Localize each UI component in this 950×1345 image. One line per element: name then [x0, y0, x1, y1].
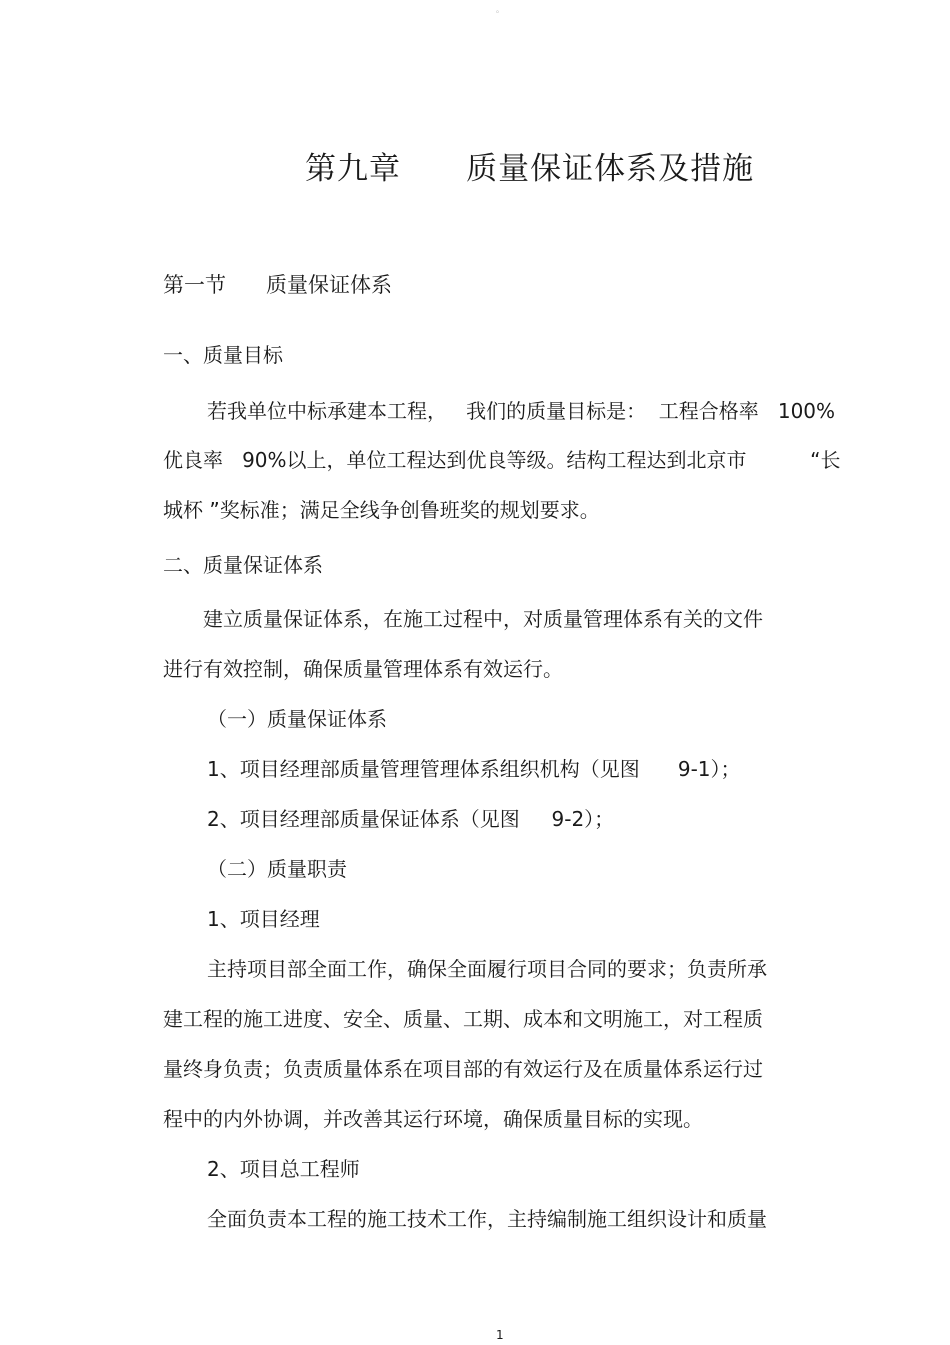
paragraph-line: 程中的内外协调，并改善其运行环境，确保质量目标的实现。: [163, 1107, 703, 1131]
list-item: 2、项目经理部质量保证体系（见图 9-2）；: [207, 807, 615, 831]
paragraph-line: 若我单位中标承建本工程， 我们的质量目标是： 工程合格率 100%: [207, 399, 836, 423]
paragraph-line: 建工程的施工进度、安全、质量、工期、成本和文明施工，对工程质: [163, 1007, 763, 1031]
heading-quality-system: 二、质量保证体系: [163, 553, 323, 577]
chapter-title: 第九章 质量保证体系及措施: [305, 151, 755, 187]
subheading: （二）质量职责: [207, 857, 347, 881]
paragraph-line: 主持项目部全面工作，确保全面履行项目合同的要求；负责所承: [207, 957, 767, 981]
paragraph-line: 优良率 90%以上，单位工程达到优良等级。结构工程达到北京市 “长: [163, 448, 841, 472]
list-item: 1、项目经理: [207, 907, 320, 931]
list-item: 2、项目总工程师: [207, 1157, 360, 1181]
list-item: 1、项目经理部质量管理管理体系组织机构（见图 9-1）；: [207, 757, 741, 781]
paragraph-line: 建立质量保证体系，在施工过程中，对质量管理体系有关的文件: [203, 607, 763, 631]
subheading: （一）质量保证体系: [207, 707, 387, 731]
section-title: 第一节 质量保证体系: [163, 273, 393, 297]
heading-quality-goal: 一、质量目标: [163, 343, 283, 367]
paragraph-line: 量终身负责；负责质量体系在项目部的有效运行及在质量体系运行过: [163, 1057, 763, 1081]
paragraph-line: 城杯 ”奖标准；满足全线争创鲁班奖的规划要求。: [163, 498, 600, 522]
paragraph-line: 全面负责本工程的施工技术工作，主持编制施工组织设计和质量: [207, 1207, 767, 1231]
top-mark: 。: [496, 5, 504, 14]
page-number: 1: [496, 1328, 504, 1342]
paragraph-line: 进行有效控制，确保质量管理体系有效运行。: [163, 657, 563, 681]
